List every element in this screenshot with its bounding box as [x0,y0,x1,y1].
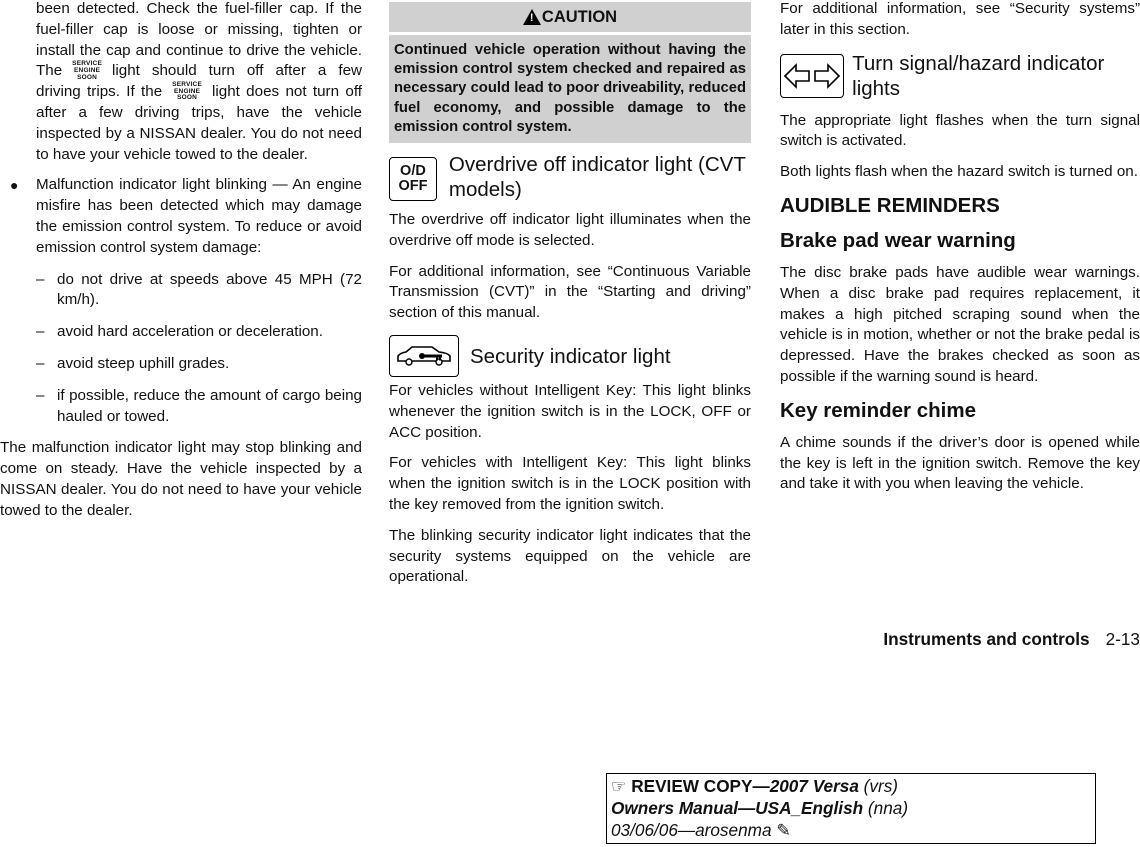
security-title: Security indicator light [470,344,671,368]
review-line-2: Owners Manual—USA_English (nna) [611,798,909,818]
turn-signal-heading [780,51,1140,101]
bullet-malfunction-blinking: ● Malfunction indicator light blinking — An engine misfire has been detected which may damage the emission control system. To reduce or avoid emission control system damage: [10,176,362,256]
heading-brake-pad-wear: Brake pad wear warning [780,228,1016,252]
column-right [780,0,1140,495]
turn-signal-paragraph-1: The appropriate light flashes when the turn signal switch is activated. [780,111,1140,150]
warning-triangle-icon: ! [523,9,541,25]
security-car-key-icon [389,335,459,377]
overdrive-title: Overdrive off indicator light (CVT models) [448,153,746,202]
dash-item-speed: – do not drive at speeds above 45 MPH (72 km/h). [36,270,362,309]
overdrive-heading [389,152,751,202]
review-copy-box [606,773,1096,844]
review-line-1: ☞ REVIEW COPY—2007 Versa (vrs) [611,776,899,796]
footer-section-title: Instruments and controls [883,629,1090,649]
dash-icon: – [36,386,45,404]
page-footer [883,628,1140,650]
turn-signal-title: Turn signal/hazard indicator lights [852,51,1105,100]
writing-hand-icon: ✎ [776,820,791,840]
turn-signal-paragraph-2: Both lights flash when the hazard switch is turned on. [780,163,1138,181]
column-middle [389,0,751,588]
caution-header [389,2,751,32]
service-engine-soon-icon: SERVICE ENGINE SOON [72,60,102,81]
overdrive-paragraph-1: The overdrive off indicator light illuminates when the overdrive off mode is selected. [389,211,751,249]
paragraph-see-security: For additional information, see “Security systems” later in this section. [780,0,1140,38]
caution-title: CAUTION [541,7,618,26]
security-paragraph-1: For vehicles without Intelligent Key: This light blinks whenever the ignition switch is in the LOCK, OFF or ACC position. [389,382,751,441]
paragraph-fuel-cap [0,0,362,165]
text: light does not turn off after a few driving trips, have the vehicle inspected by a NISSAN dealer. You do not need to have your vehicle towed to the dealer. [36,83,362,163]
overdrive-paragraph-2: For additional information, see “Continuous Variable Transmission (CVT)” in the “Starting and driving” section of this manual. [389,262,751,322]
dash-item-cargo: – if possible, reduce the amount of cargo being hauled or towed. [36,386,362,425]
caution-body: Continued vehicle operation without having the emission control system checked and repaired as necessary could lead to poor driveability, reduced fuel economy, and possible damage to the emission control system. [389,35,751,143]
service-engine-soon-icon: SERVICE ENGINE SOON [172,81,202,102]
pointing-hand-icon: ☞ [611,776,627,796]
security-paragraph-3: The blinking security indicator light indicates that the security systems equipped on the vehicle are operational. [389,526,751,586]
security-paragraph-2: For vehicles with Intelligent Key: This light blinks when the ignition switch is in the LOCK position with the key removed from the ignition switch. [389,454,751,513]
paragraph-steady-light: The malfunction indicator light may stop blinking and come on steady. Have the vehicle inspected by a NISSAN dealer. You do not need to have your vehicle towed to the dealer. [0,439,362,519]
bullet-icon: ● [10,177,19,194]
dash-item-acceleration: – avoid hard acceleration or deceleration. [0,322,362,343]
brake-pad-paragraph: The disc brake pads have audible wear warnings. When a disc brake pad requires replacement, it makes a high pitched scraping sound when the vehicle is in motion, whether or not the brake pedal is depressed. Have the brakes checked as soon as possible if the warning sound is heard. [780,263,1140,385]
turn-signal-arrows-icon [780,54,844,98]
overdrive-off-icon: O/D OFF [389,157,437,201]
text: been detected. Check the fuel-filler cap. If the fuel-filler cap is loose or missing, tighten or install the cap and continue to drive the vehicle. The [36,0,362,80]
page-number: 2-13 [1105,629,1140,649]
key-reminder-paragraph: A chime sounds if the driver’s door is opened while the key is left in the ignition switch. Remove the key and take it with you when leaving the vehicle. [780,433,1140,493]
dash-icon: – [36,270,45,288]
section-heading-audible-reminders: AUDIBLE REMINDERS [780,193,1000,217]
text: light should turn off after a few driving trips. If the [36,62,362,101]
security-heading [389,335,751,377]
column-left [0,0,362,522]
dash-icon: – [36,323,45,341]
review-line-3: 03/06/06—arosenma ✎ [611,820,791,840]
dash-icon: – [36,354,45,372]
heading-key-reminder-chime: Key reminder chime [780,398,976,422]
dash-item-uphill: – avoid steep uphill grades. [0,354,362,375]
